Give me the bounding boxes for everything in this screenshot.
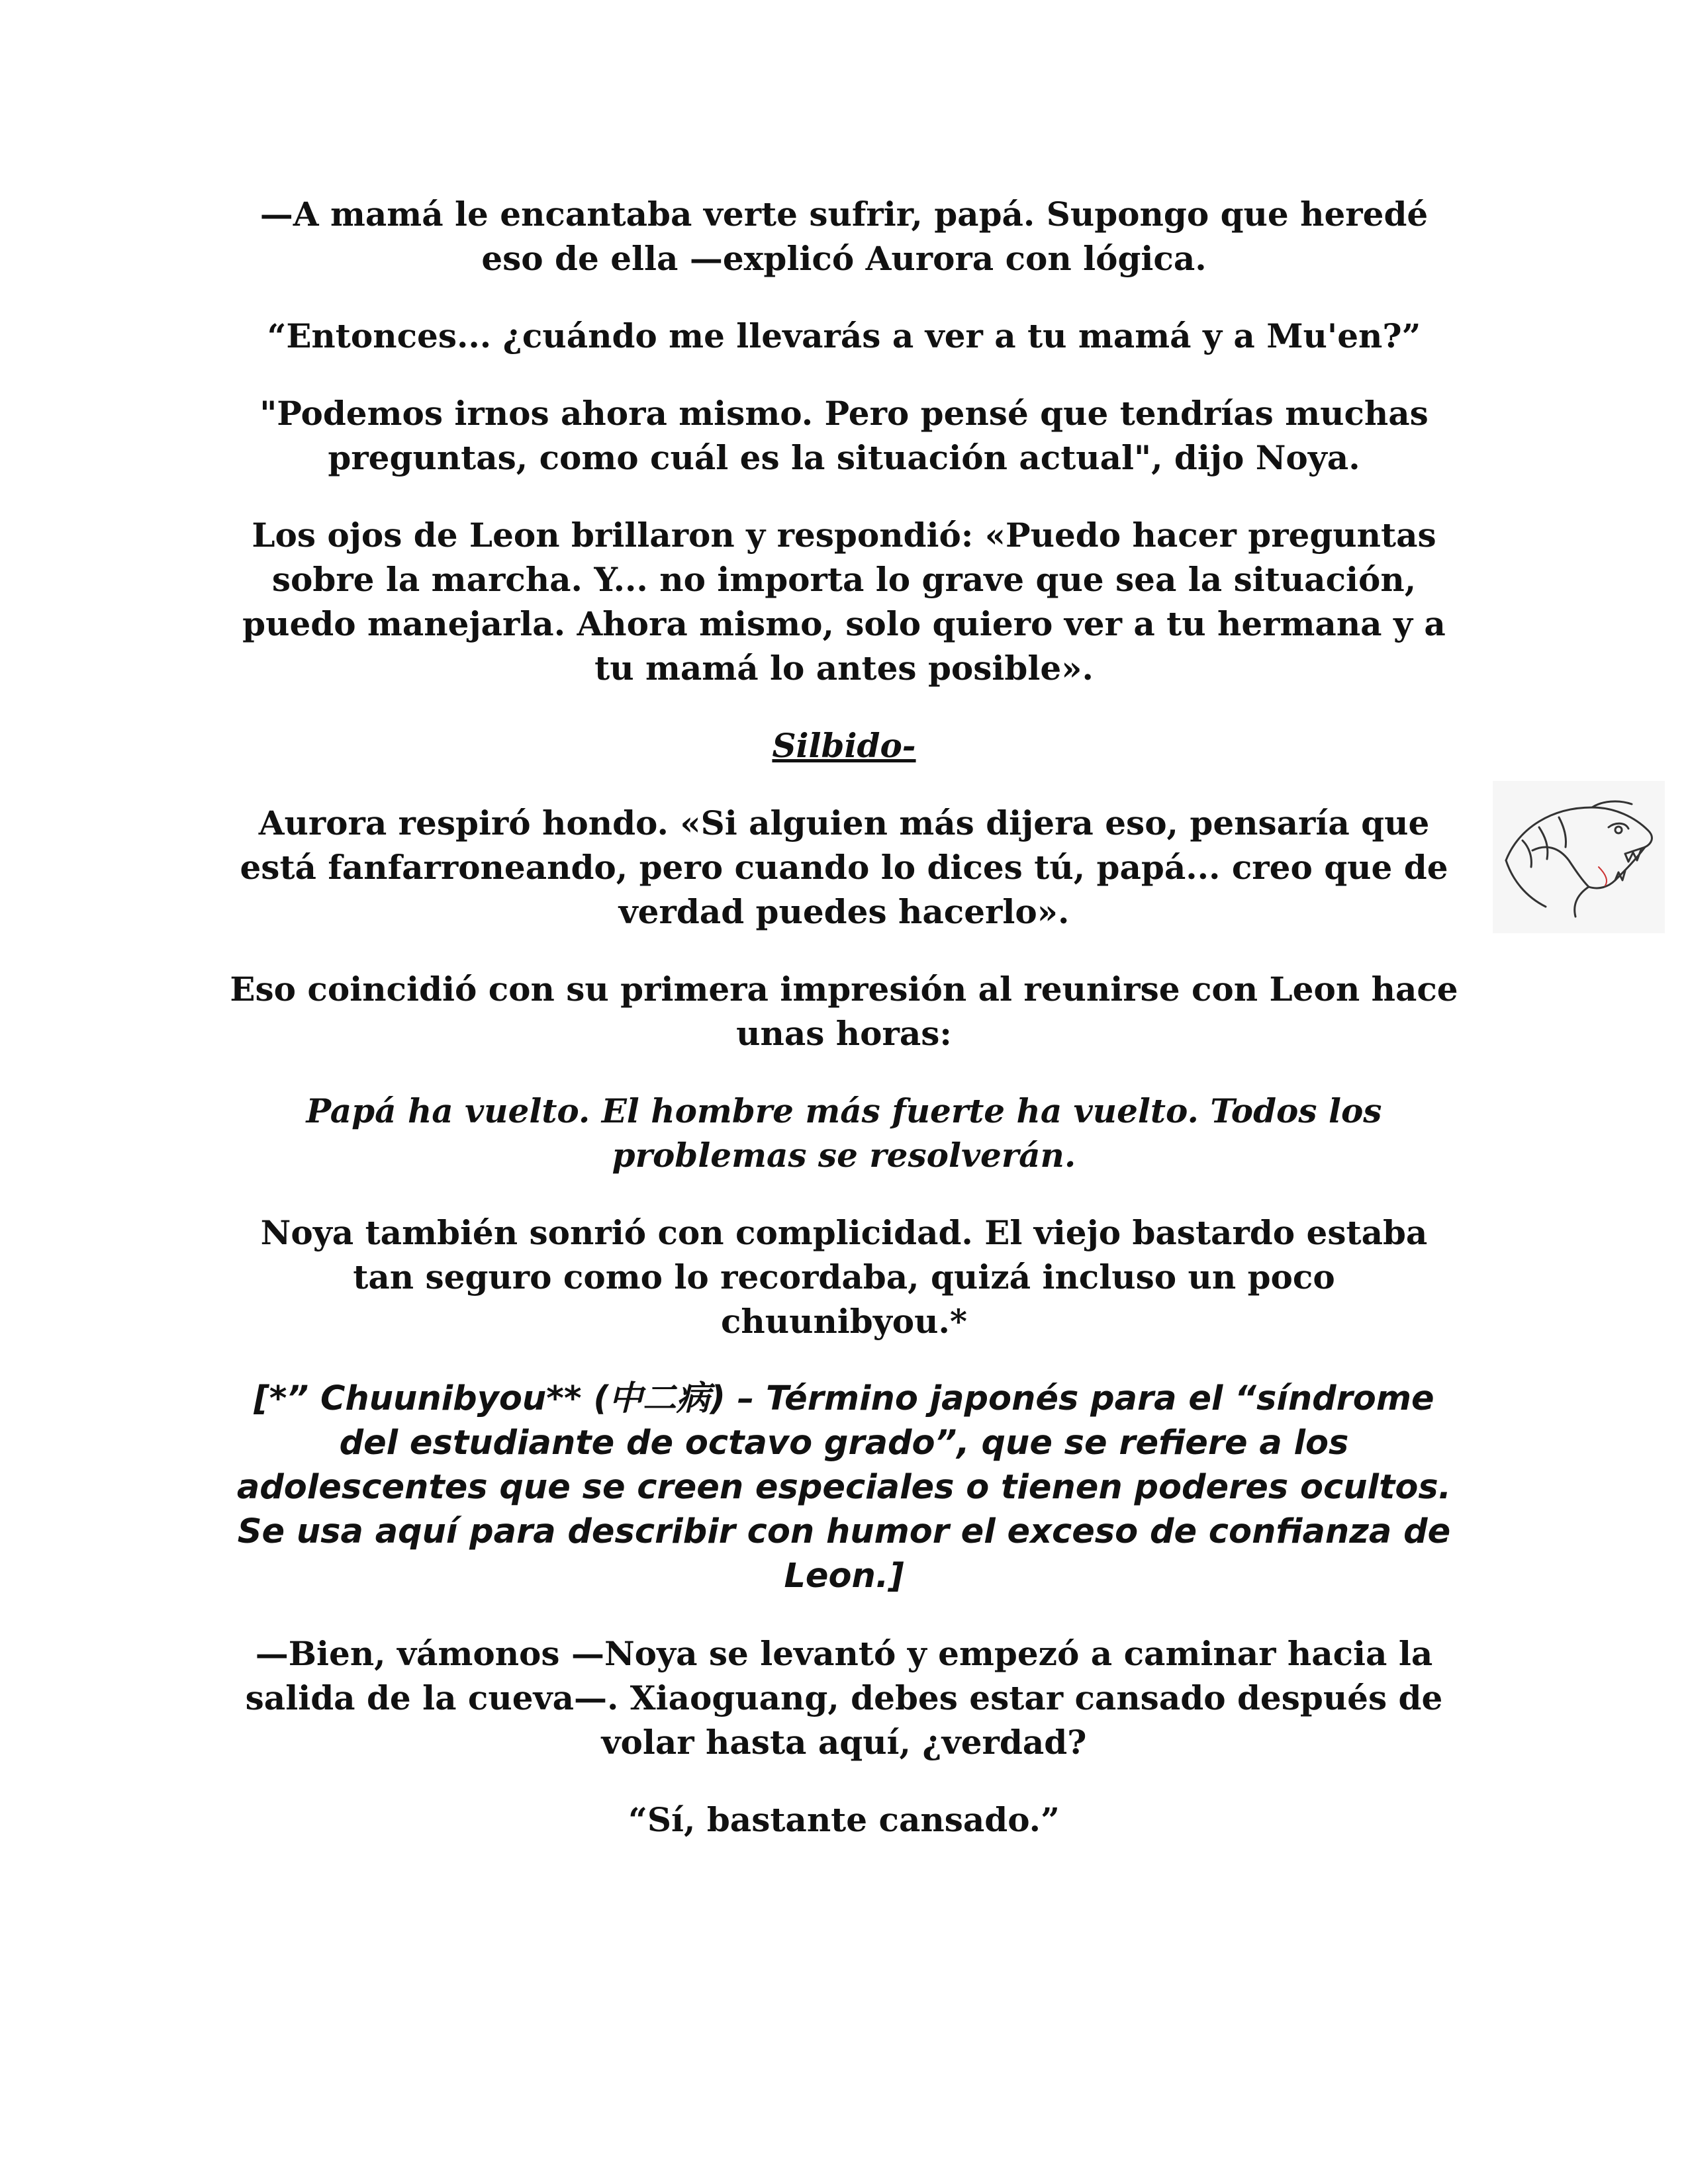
paragraph-9: Noya también sonrió con complicidad. El viejo bastardo estaba tan seguro como lo recordaba, quizá incluso un poco chuunibyou.*: [260, 1213, 1428, 1341]
inner-thought: Papá ha vuelto. El hombre más fuerte ha vuelto. Todos los problemas se resolverán.: [306, 1091, 1382, 1175]
sound-effect-line: [225, 723, 1463, 768]
paragraph-1: —A mamá le encantaba verte sufrir, papá. Supongo que heredé eso de ella —explicó Aurora con lógica.: [259, 195, 1429, 278]
paragraph-11: —Bien, vámonos —Noya se levantó y empezó a caminar hacia la salida de la cueva—. Xiaoguang, debes estar cansado después de volar hasta aquí, ¿verdad?: [245, 1634, 1443, 1762]
sound-effect-text: Silbido-: [772, 726, 916, 765]
paragraph-4: Los ojos de Leon brillaron y respondió: «Puedo hacer preguntas sobre la marcha. Y... no importa lo grave que sea la situación, puedo manejarla. Ahora mismo, solo quiero ver a tu hermana y a tu mamá lo antes posible».: [242, 516, 1446, 688]
dinosaur-head-sketch-icon: [1493, 781, 1665, 933]
paragraph-7: Eso coincidió con su primera impresión al reunirse con Leon hace unas horas:: [230, 970, 1458, 1053]
story-text: [225, 192, 1463, 1875]
paragraph-3: "Podemos irnos ahora mismo. Pero pensé que tendrías muchas preguntas, como cuál es la situación actual", dijo Noya.: [259, 394, 1429, 477]
paragraph-2: “Entonces... ¿cuándo me llevarás a ver a tu mamá y a Mu'en?”: [267, 316, 1421, 355]
translator-note: [*” Chuunibyou** (中二病) – Término japonés para el “síndrome del estudiante de octavo grado”, que se refiere a los adolescentes que se creen especiales o tienen poderes ocultos. Se usa aquí para describir con humor el exceso de confianza de Leon.]: [236, 1379, 1452, 1596]
paragraph-12: “Sí, bastante cansado.”: [628, 1800, 1060, 1839]
paragraph-6: Aurora respiró hondo. «Si alguien más dijera eso, pensaría que está fanfarroneando, pero cuando lo dices tú, papá... creo que de verdad puedes hacerlo».: [240, 803, 1448, 931]
